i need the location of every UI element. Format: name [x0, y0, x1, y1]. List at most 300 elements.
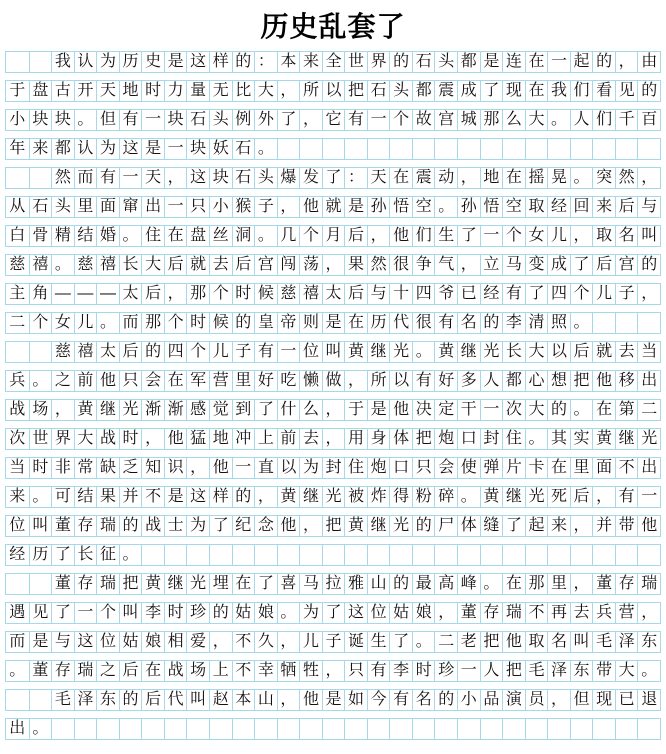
- char-cell: 们: [412, 226, 435, 246]
- grid-row: [5, 196, 661, 218]
- char-cell: 之: [96, 661, 119, 681]
- char-cell: 白: [9, 227, 26, 244]
- char-cell: 久: [254, 632, 277, 652]
- char-cell: 十: [389, 284, 412, 304]
- char-cell: 所: [299, 81, 322, 101]
- char-cell: 猛: [186, 429, 209, 449]
- char-cell: 连: [502, 52, 525, 72]
- char-cell: 的: [119, 690, 142, 710]
- char-cell: 了: [457, 226, 480, 246]
- char-cell: 在: [141, 661, 164, 681]
- char-cell: 为: [186, 516, 209, 536]
- char-cell: 好: [254, 371, 277, 391]
- char-cell: 经: [480, 284, 503, 304]
- char-cell: 在: [547, 458, 570, 478]
- char-cell: 东: [570, 661, 593, 681]
- char-cell: 它: [322, 110, 345, 130]
- char-cell: 子: [322, 632, 345, 652]
- grid-row: [5, 486, 661, 508]
- char-cell: 光: [119, 400, 142, 420]
- char-cell: 小: [457, 690, 480, 710]
- char-cell: 取: [525, 197, 548, 217]
- char-cell: 这: [186, 52, 209, 72]
- char-cell: 乏: [119, 458, 142, 478]
- char-cell: 以: [277, 458, 300, 478]
- char-cell: 后: [141, 284, 164, 304]
- char-cell: 位: [299, 342, 322, 362]
- char-cell: 后: [141, 690, 164, 710]
- char-cell: 世: [29, 429, 52, 449]
- char-cell: 大: [141, 255, 164, 275]
- char-cell: 他: [592, 371, 615, 391]
- char-cell: 瑞: [96, 516, 119, 536]
- char-cell: 而: [9, 633, 26, 650]
- char-cell: 营: [615, 603, 638, 623]
- char-cell: 一: [277, 342, 300, 362]
- char-cell: 后: [119, 661, 142, 681]
- char-cell: 大: [615, 661, 638, 681]
- grid-row: [5, 312, 661, 334]
- char-cell: 我: [51, 52, 74, 72]
- char-cell: [480, 719, 503, 739]
- char-cell: 个: [29, 313, 52, 333]
- char-cell: 么: [502, 110, 525, 130]
- char-cell: 去: [299, 429, 322, 449]
- char-cell: 历: [29, 545, 52, 565]
- char-cell: 。: [412, 632, 435, 652]
- char-cell: 峰: [457, 574, 480, 594]
- char-cell: 经: [9, 546, 26, 563]
- char-cell: 兵: [592, 603, 615, 623]
- char-cell: 他: [299, 690, 322, 710]
- char-cell: 的: [119, 516, 142, 536]
- char-cell: [525, 545, 548, 565]
- char-cell: 出: [637, 458, 660, 478]
- char-cell: 地: [480, 168, 503, 188]
- char-cell: 好: [434, 371, 457, 391]
- char-cell: 冲: [232, 429, 255, 449]
- char-cell: 实: [570, 429, 593, 449]
- char-cell: [547, 719, 570, 739]
- char-cell: 存: [51, 661, 74, 681]
- char-cell: 。: [29, 371, 52, 391]
- char-cell: 的: [209, 603, 232, 623]
- char-cell: 光: [389, 516, 412, 536]
- char-cell: 角: [29, 284, 52, 304]
- char-cell: 。: [570, 400, 593, 420]
- char-cell: 识: [164, 458, 187, 478]
- char-cell: 在: [164, 226, 187, 246]
- char-cell: 后: [344, 226, 367, 246]
- char-cell: 出: [9, 720, 26, 737]
- char-cell: 时: [141, 81, 164, 101]
- char-cell: 泽: [615, 632, 638, 652]
- char-cell: 住: [141, 226, 164, 246]
- char-cell: 见: [29, 603, 52, 623]
- char-cell: 叫: [119, 603, 142, 623]
- char-cell: 里: [570, 458, 593, 478]
- char-cell: 黄: [74, 400, 97, 420]
- char-cell: 取: [592, 226, 615, 246]
- char-cell: 泽: [547, 661, 570, 681]
- char-cell: 姑: [232, 603, 255, 623]
- char-cell: ，: [637, 168, 660, 188]
- char-cell: [164, 719, 187, 739]
- char-cell: 长: [119, 255, 142, 275]
- char-cell: 慈: [9, 256, 26, 273]
- char-cell: 死: [547, 487, 570, 507]
- char-cell: [322, 139, 345, 159]
- char-cell: 一: [141, 110, 164, 130]
- char-cell: 而: [74, 168, 97, 188]
- char-cell: 故: [412, 110, 435, 130]
- char-cell: 住: [502, 429, 525, 449]
- char-cell: 毛: [525, 661, 548, 681]
- char-cell: —: [96, 284, 119, 304]
- char-cell: 叫: [29, 516, 52, 536]
- char-cell: 儿: [209, 342, 232, 362]
- char-cell: 黄: [141, 574, 164, 594]
- char-cell: 其: [547, 429, 570, 449]
- char-cell: 所: [367, 371, 390, 391]
- char-cell: 并: [119, 487, 142, 507]
- char-cell: 摇: [525, 168, 548, 188]
- grid-row: [5, 80, 661, 102]
- char-cell: 一: [480, 400, 503, 420]
- char-cell: 来: [29, 139, 52, 159]
- char-cell: [547, 139, 570, 159]
- char-cell: 的: [141, 342, 164, 362]
- char-cell: 经: [547, 197, 570, 217]
- char-cell: [389, 545, 412, 565]
- char-cell: [434, 545, 457, 565]
- char-cell: ：: [254, 52, 277, 72]
- char-cell: ，: [457, 255, 480, 275]
- char-cell: 后: [615, 197, 638, 217]
- char-cell: 结: [74, 226, 97, 246]
- char-cell: 的: [232, 487, 255, 507]
- char-cell: 是: [367, 400, 390, 420]
- char-cell: 的: [592, 52, 615, 72]
- char-cell: 非: [51, 458, 74, 478]
- char-cell: 高: [434, 574, 457, 594]
- char-cell: [480, 545, 503, 565]
- char-cell: 拉: [322, 574, 345, 594]
- char-cell: 黄: [592, 429, 615, 449]
- char-cell: —: [74, 284, 97, 304]
- char-cell: 起: [525, 516, 548, 536]
- char-cell: 么: [299, 400, 322, 420]
- char-cell: [525, 719, 548, 739]
- char-cell: 精: [51, 226, 74, 246]
- char-cell: 块: [209, 168, 232, 188]
- char-cell: 石: [186, 110, 209, 130]
- char-cell: 在: [592, 400, 615, 420]
- char-cell: 时: [119, 429, 142, 449]
- char-cell: 然: [367, 255, 390, 275]
- char-cell: [570, 139, 593, 159]
- char-cell: [232, 545, 255, 565]
- char-cell: [457, 719, 480, 739]
- char-cell: 身: [367, 429, 390, 449]
- char-cell: 叫: [322, 342, 345, 362]
- char-cell: 头: [51, 197, 74, 217]
- char-cell: 。: [434, 197, 457, 217]
- char-cell: 出: [141, 197, 164, 217]
- char-cell: 这: [74, 632, 97, 652]
- char-cell: 世: [344, 52, 367, 72]
- char-cell: 但: [96, 110, 119, 130]
- char-cell: 帝: [277, 313, 300, 333]
- char-cell: 城: [457, 110, 480, 130]
- char-cell: [637, 139, 660, 159]
- char-cell: 光: [389, 342, 412, 362]
- char-cell: 李: [389, 661, 412, 681]
- char-cell: [570, 545, 593, 565]
- char-cell: 的: [389, 52, 412, 72]
- char-cell: [6, 342, 29, 362]
- char-cell: 一: [119, 168, 142, 188]
- char-cell: 黄: [480, 487, 503, 507]
- char-cell: 荡: [299, 255, 322, 275]
- char-cell: 四: [164, 342, 187, 362]
- char-cell: 于: [9, 82, 26, 99]
- char-cell: ，: [277, 81, 300, 101]
- char-cell: 外: [254, 110, 277, 130]
- char-cell: 石: [367, 81, 390, 101]
- char-cell: 大: [525, 400, 548, 420]
- char-cell: 瑞: [637, 574, 660, 594]
- char-cell: 气: [434, 255, 457, 275]
- char-cell: 头: [254, 168, 277, 188]
- char-cell: 不: [232, 632, 255, 652]
- char-cell: 而: [119, 313, 142, 333]
- char-cell: 。: [525, 429, 548, 449]
- char-cell: ，: [637, 284, 660, 304]
- char-cell: 移: [615, 371, 638, 391]
- char-cell: 得: [389, 487, 412, 507]
- char-cell: 突: [592, 168, 615, 188]
- char-cell: 史: [141, 52, 164, 72]
- char-cell: [164, 545, 187, 565]
- char-cell: ，: [367, 226, 390, 246]
- char-cell: ，: [164, 284, 187, 304]
- char-cell: 那: [186, 284, 209, 304]
- char-cell: 。: [254, 139, 277, 159]
- grid-row: [5, 341, 661, 363]
- char-cell: 炸: [367, 487, 390, 507]
- char-cell: 有: [389, 690, 412, 710]
- char-cell: 月: [322, 226, 345, 246]
- char-cell: 这: [344, 603, 367, 623]
- char-cell: 去: [209, 255, 232, 275]
- char-cell: 并: [592, 516, 615, 536]
- char-cell: 他: [637, 516, 660, 536]
- char-cell: 一: [637, 487, 660, 507]
- char-cell: 大: [525, 342, 548, 362]
- char-cell: —: [51, 284, 74, 304]
- char-cell: 里: [74, 197, 97, 217]
- char-cell: 觉: [209, 400, 232, 420]
- char-cell: 二: [637, 400, 660, 420]
- char-cell: 马: [502, 255, 525, 275]
- char-cell: 古: [51, 81, 74, 101]
- char-cell: 成: [457, 81, 480, 101]
- grid-row: [5, 602, 661, 624]
- char-cell: 在: [525, 81, 548, 101]
- char-cell: 只: [344, 661, 367, 681]
- char-cell: 毛: [51, 690, 74, 710]
- char-cell: 了: [322, 603, 345, 623]
- char-cell: 。: [29, 719, 52, 739]
- char-cell: 多: [457, 371, 480, 391]
- char-cell: [637, 313, 660, 333]
- grid-row: [5, 167, 661, 189]
- char-cell: [344, 719, 367, 739]
- char-cell: [209, 719, 232, 739]
- char-cell: 在: [232, 574, 255, 594]
- char-cell: 界: [51, 429, 74, 449]
- char-cell: 粉: [412, 487, 435, 507]
- char-cell: 爱: [186, 632, 209, 652]
- char-cell: 什: [277, 400, 300, 420]
- char-cell: ，: [570, 516, 593, 536]
- char-cell: 继: [457, 342, 480, 362]
- char-cell: 战: [141, 516, 164, 536]
- char-cell: 存: [74, 574, 97, 594]
- char-cell: 地: [119, 81, 142, 101]
- char-cell: 看: [592, 81, 615, 101]
- char-cell: 品: [480, 690, 503, 710]
- char-cell: 本: [232, 690, 255, 710]
- char-cell: 头: [434, 52, 457, 72]
- char-cell: 诞: [344, 632, 367, 652]
- char-cell: 与: [367, 284, 390, 304]
- char-cell: 了: [254, 574, 277, 594]
- char-cell: 妖: [209, 139, 232, 159]
- char-cell: 发: [299, 168, 322, 188]
- char-cell: 带: [615, 516, 638, 536]
- char-cell: 我: [547, 81, 570, 101]
- char-cell: 再: [547, 603, 570, 623]
- char-cell: 他: [209, 458, 232, 478]
- char-cell: 现: [592, 690, 615, 710]
- char-cell: 以: [322, 81, 345, 101]
- char-cell: 四: [412, 284, 435, 304]
- char-cell: [592, 139, 615, 159]
- char-cell: 子: [232, 342, 255, 362]
- char-cell: 动: [434, 168, 457, 188]
- char-cell: 的: [637, 255, 660, 275]
- char-cell: 场: [29, 400, 52, 420]
- char-cell: 一: [74, 603, 97, 623]
- char-cell: [412, 545, 435, 565]
- char-cell: 无: [209, 81, 232, 101]
- char-cell: 在: [525, 52, 548, 72]
- char-cell: [434, 719, 457, 739]
- char-cell: 了: [254, 400, 277, 420]
- char-cell: [254, 545, 277, 565]
- char-cell: 生: [434, 226, 457, 246]
- char-cell: [637, 545, 660, 565]
- char-cell: 大: [74, 429, 97, 449]
- char-cell: 喜: [277, 574, 300, 594]
- char-cell: 是: [141, 139, 164, 159]
- char-cell: 年: [9, 140, 26, 157]
- char-cell: 就: [186, 255, 209, 275]
- char-cell: 退: [637, 690, 660, 710]
- char-cell: ，: [322, 255, 345, 275]
- char-cell: 然: [51, 168, 74, 188]
- char-cell: 口: [389, 458, 412, 478]
- char-cell: 是: [480, 52, 503, 72]
- char-cell: 存: [74, 516, 97, 536]
- char-cell: [141, 545, 164, 565]
- char-cell: 有: [254, 342, 277, 362]
- char-cell: ，: [457, 168, 480, 188]
- char-cell: 。: [570, 168, 593, 188]
- char-cell: 认: [74, 52, 97, 72]
- char-cell: 相: [164, 632, 187, 652]
- composition-grid: [5, 51, 661, 740]
- char-cell: 征: [96, 545, 119, 565]
- char-cell: 瑞: [96, 574, 119, 594]
- char-cell: 这: [119, 139, 142, 159]
- char-cell: 黄: [277, 487, 300, 507]
- char-cell: [299, 719, 322, 739]
- char-cell: 为: [96, 52, 119, 72]
- char-cell: 然: [615, 168, 638, 188]
- char-cell: 禧: [299, 284, 322, 304]
- char-cell: 了: [480, 81, 503, 101]
- char-cell: 。: [119, 545, 142, 565]
- char-cell: 以: [547, 342, 570, 362]
- char-cell: 从: [9, 198, 26, 215]
- char-cell: 赵: [209, 690, 232, 710]
- char-cell: 头: [209, 110, 232, 130]
- grid-row: [5, 370, 661, 392]
- char-cell: 幸: [254, 661, 277, 681]
- char-cell: 的: [547, 400, 570, 420]
- char-cell: 盘: [186, 226, 209, 246]
- char-cell: [592, 313, 615, 333]
- char-cell: [29, 342, 52, 362]
- char-cell: 军: [186, 371, 209, 391]
- char-cell: 一: [367, 110, 390, 130]
- grid-row: [5, 631, 661, 653]
- char-cell: 有: [344, 110, 367, 130]
- char-cell: 后: [570, 487, 593, 507]
- char-cell: 弹: [480, 458, 503, 478]
- grid-row: [5, 544, 661, 566]
- char-cell: 晃: [547, 168, 570, 188]
- char-cell: ，: [322, 400, 345, 420]
- char-cell: 后: [570, 342, 593, 362]
- char-cell: 最: [412, 574, 435, 594]
- char-cell: [254, 719, 277, 739]
- char-cell: 百: [637, 110, 660, 130]
- char-cell: 当: [9, 459, 26, 476]
- char-cell: 是: [344, 197, 367, 217]
- char-cell: 的: [232, 313, 255, 333]
- char-cell: 马: [299, 574, 322, 594]
- char-cell: 已: [457, 284, 480, 304]
- char-cell: [299, 139, 322, 159]
- char-cell: 样: [209, 487, 232, 507]
- char-cell: 盘: [29, 81, 52, 101]
- char-cell: 演: [502, 690, 525, 710]
- char-cell: 娘: [412, 603, 435, 623]
